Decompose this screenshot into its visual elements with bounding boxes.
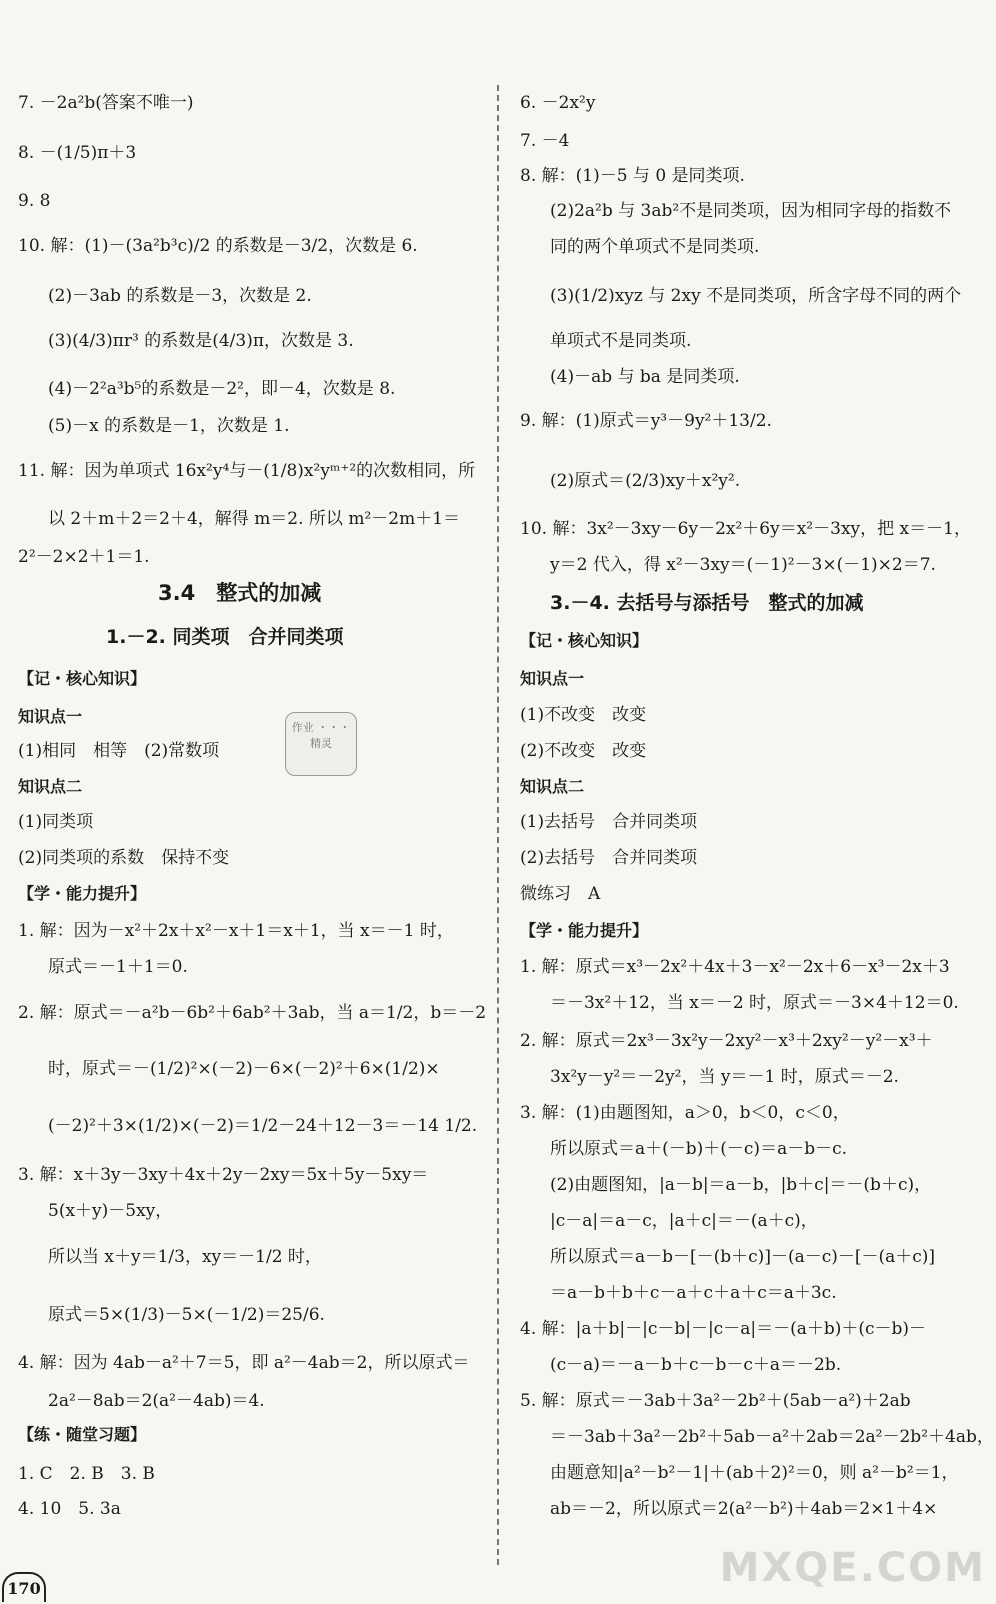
left-line: 1.－2. 同类项 合并同类项 — [106, 626, 344, 648]
left-line: 2a²－8ab＝2(a²－4ab)＝4. — [48, 1391, 265, 1411]
right-line: ＝－3ab＋3a²－2b²＋5ab－a²＋2ab＝2a²－2b²＋4ab， — [550, 1427, 994, 1447]
right-line: 知识点一 — [520, 669, 585, 688]
right-line: 【记・核心知识】 — [520, 631, 649, 650]
right-line: 3x²y－y²＝－2y²，当 y＝－1 时，原式＝－2. — [550, 1067, 899, 1087]
left-line: 5(x＋y)－5xy， — [48, 1201, 173, 1221]
left-line: 4. 解：因为 4ab－a²＋7＝5，即 a²－4ab＝2，所以原式＝ — [18, 1353, 470, 1373]
left-line: 2²－2×2＋1＝1. — [18, 547, 150, 567]
left-line: (1)相同 相等 (2)常数项 — [18, 741, 220, 761]
right-line: 2. 解：原式＝2x³－3x²y－2xy²－x³＋2xy²－y²－x³＋ — [520, 1031, 933, 1051]
left-line: (－2)²＋3×(1/2)×(－2)＝1/2－24＋12－3＝－14 1/2. — [48, 1116, 478, 1136]
left-line: (5)－x 的系数是－1，次数是 1. — [48, 416, 290, 436]
left-line: 所以当 x＋y＝1/3，xy＝－1/2 时， — [48, 1247, 322, 1267]
left-line: 8. －(1/5)π＋3 — [18, 143, 137, 163]
column-divider — [497, 85, 499, 1565]
right-line: (1)不改变 改变 — [520, 705, 647, 725]
right-line: (4)－ab 与 ba 是同类项. — [550, 367, 740, 387]
left-line: 1. C 2. B 3. B — [18, 1464, 155, 1484]
left-line: (1)同类项 — [18, 812, 94, 832]
right-line: 微练习 A — [520, 884, 601, 904]
left-line: 原式＝5×(1/3)－5×(－1/2)＝25/6. — [48, 1305, 325, 1325]
right-line: 3. 解：(1)由题图知，a＞0，b＜0，c＜0， — [520, 1103, 850, 1123]
right-line: 所以原式＝a－b－[－(b＋c)]－(a－c)－[－(a＋c)] — [550, 1247, 936, 1267]
stamp-text: 作业 ・・・ 精灵 — [291, 721, 351, 750]
left-line: (2)同类项的系数 保持不变 — [18, 848, 230, 868]
watermark: MXQE.COM — [719, 1545, 986, 1591]
right-line: 单项式不是同类项. — [550, 331, 692, 351]
right-line: 4. 解：|a＋b|－|c－b|－|c－a|＝－(a＋b)＋(c－b)－ — [520, 1319, 927, 1339]
left-line: 知识点二 — [18, 777, 83, 796]
left-line: 【记・核心知识】 — [18, 669, 147, 688]
left-line: 以 2＋m＋2＝2＋4，解得 m＝2. 所以 m²－2m＋1＝ — [48, 509, 461, 529]
right-line: |c－a|＝a－c，|a＋c|＝－(a＋c)， — [550, 1211, 818, 1231]
right-line: ＝－3x²＋12，当 x＝－2 时，原式＝－3×4＋12＝0. — [550, 993, 959, 1013]
right-line: 1. 解：原式＝x³－2x²＋4x＋3－x²－2x＋6－x³－2x＋3 — [520, 957, 950, 977]
left-line: 时，原式＝－(1/2)²×(－2)－6×(－2)²＋6×(1/2)× — [48, 1059, 440, 1079]
left-line: 【学・能力提升】 — [18, 884, 147, 903]
right-line: (2)原式＝(2/3)xy＋x²y². — [550, 471, 741, 491]
left-line: (4)－2²a³b⁵的系数是－2²，即－4，次数是 8. — [48, 379, 396, 399]
right-line: (2)由题图知，|a－b|＝a－b，|b＋c|＝－(b＋c)， — [550, 1175, 932, 1195]
right-line: 同的两个单项式不是同类项. — [550, 237, 760, 257]
left-line: 9. 8 — [18, 191, 51, 211]
right-line: (1)去括号 合并同类项 — [520, 812, 698, 832]
left-line: 7. －2a²b(答案不唯一) — [18, 93, 194, 113]
right-line: 知识点二 — [520, 777, 585, 796]
right-line: 8. 解：(1)－5 与 0 是同类项. — [520, 166, 745, 186]
left-line: 2. 解：原式＝－a²b－6b²＋6ab²＋3ab，当 a＝1/2，b＝－2 — [18, 1003, 487, 1023]
right-line: 5. 解：原式＝－3ab＋3a²－2b²＋(5ab－a²)＋2ab — [520, 1391, 911, 1411]
left-line: 【练・随堂习题】 — [18, 1425, 147, 1444]
right-line: 由题意知|a²－b²－1|＋(ab＋2)²＝0，则 a²－b²＝1， — [550, 1463, 959, 1483]
right-line: (c－a)＝－a－b＋c－b－c＋a＝－2b. — [550, 1355, 842, 1375]
right-line: 所以原式＝a＋(－b)＋(－c)＝a－b－c. — [550, 1139, 848, 1159]
right-line: (2)不改变 改变 — [520, 741, 647, 761]
right-line: (2)2a²b 与 3ab²不是同类项，因为相同字母的指数不 — [550, 201, 952, 221]
left-line: (2)－3ab 的系数是－3，次数是 2. — [48, 286, 312, 306]
right-line: 10. 解：3x²－3xy－6y－2x²＋6y＝x²－3xy，把 x＝－1， — [520, 519, 971, 539]
left-line: 11. 解：因为单项式 16x²y⁴与－(1/8)x²yᵐ⁺²的次数相同，所 — [18, 461, 476, 481]
right-line: 7. －4 — [520, 131, 570, 151]
right-line: (3)(1/2)xyz 与 2xy 不是同类项，所含字母不同的两个 — [550, 286, 962, 306]
page-number: 170 — [2, 1572, 46, 1602]
right-line: 3.－4. 去括号与添括号 整式的加减 — [550, 592, 864, 614]
left-line: 1. 解：因为－x²＋2x＋x²－x＋1＝x＋1，当 x＝－1 时， — [18, 921, 454, 941]
left-line: 3. 解：x＋3y－3xy＋4x＋2y－2xy＝5x＋5y－5xy＝ — [18, 1165, 429, 1185]
left-line: 知识点一 — [18, 707, 83, 726]
left-line: 3.4 整式的加减 — [158, 581, 322, 605]
right-line: 【学・能力提升】 — [520, 921, 649, 940]
left-line: 原式＝－1＋1＝0. — [48, 957, 188, 977]
right-line: 9. 解：(1)原式＝y³－9y²＋13/2. — [520, 411, 772, 431]
left-line: (3)(4/3)πr³ 的系数是(4/3)π，次数是 3. — [48, 331, 354, 351]
right-line: ＝a－b＋b＋c－a＋c＋a＋c＝a＋3c. — [550, 1283, 837, 1303]
right-line: (2)去括号 合并同类项 — [520, 848, 698, 868]
right-line: y＝2 代入，得 x²－3xy＝(－1)²－3×(－1)×2＝7. — [550, 555, 936, 575]
right-line: 6. －2x²y — [520, 93, 596, 113]
stamp-logo — [285, 712, 357, 776]
left-line: 10. 解：(1)－(3a²b³c)/2 的系数是－3/2，次数是 6. — [18, 236, 418, 256]
right-line: ab＝－2，所以原式＝2(a²－b²)＋4ab＝2×1＋4× — [550, 1499, 938, 1519]
left-line: 4. 10 5. 3a — [18, 1499, 121, 1519]
